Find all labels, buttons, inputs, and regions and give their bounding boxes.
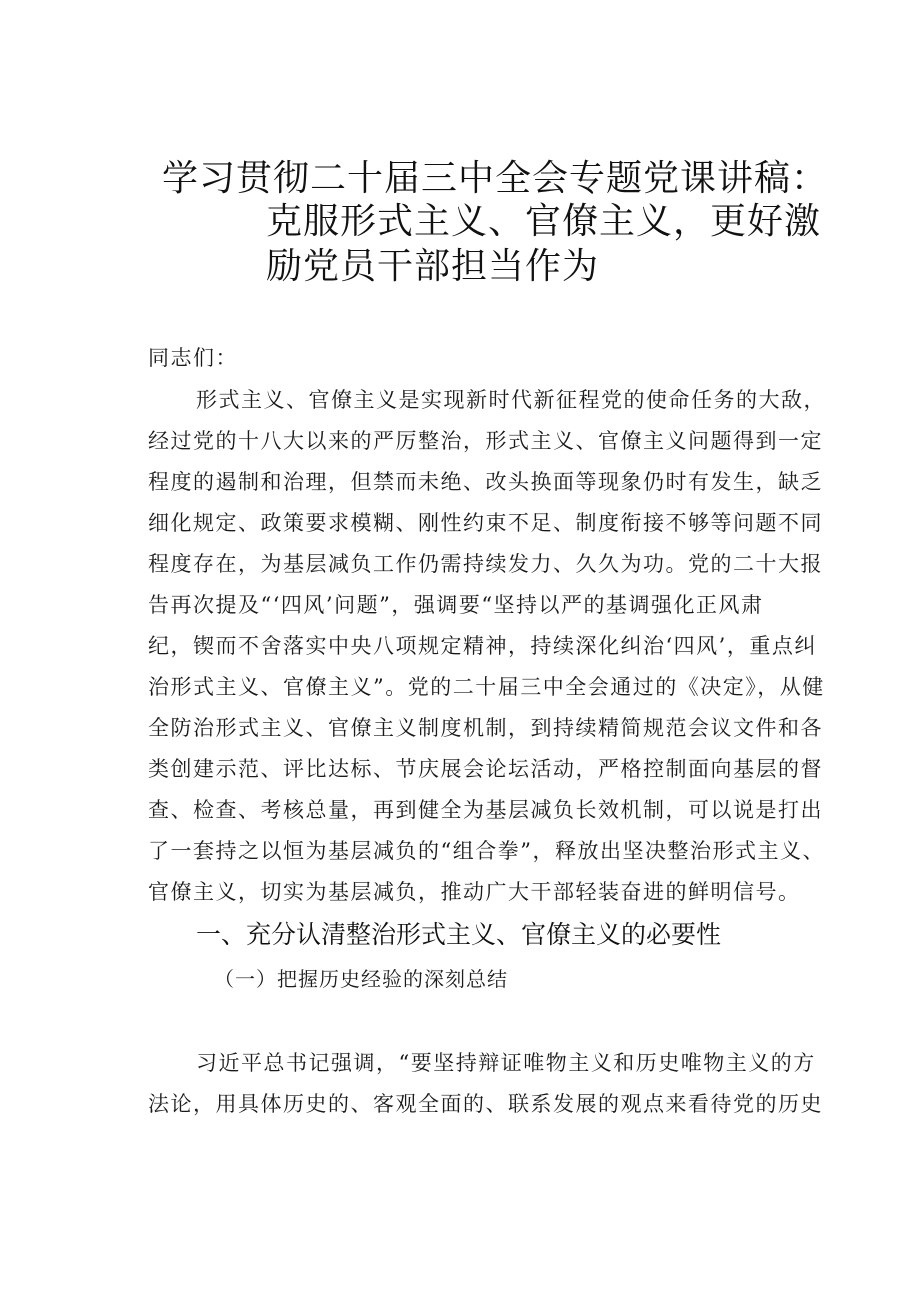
paragraph1-line: 经过党的十八大以来的严厉整治，形式主义、官僚主义问题得到一定 [148,429,823,453]
document-title-line-3: 励党员干部担当作为 [266,246,600,287]
paragraph2-line: 习近平总书记强调，“要坚持辩证唯物主义和历史唯物主义的方 [196,1051,816,1075]
paragraph1-line: 告再次提及“‘四风’问题”，强调要“坚持以严的基调强化正风肃 [148,593,764,617]
paragraph1-line: 纪，锲而不舍落实中央八项规定精神，持续深化纠治‘四风’，重点纠 [148,634,817,658]
paragraph1-line: 类创建示范、评比达标、节庆展会论坛活动，严格控制面向基层的督 [148,757,823,781]
paragraph1-line: 形式主义、官僚主义是实现新时代新征程党的使命任务的大敌， [196,388,826,412]
salutation: 同志们： [148,346,238,370]
paragraph1-line: 官僚主义，切实为基层减负，推动广大干部轻装奋进的鲜明信号。 [148,880,801,904]
document-title-line-1: 学习贯彻二十届三中全会专题党课讲稿： [162,158,829,199]
paragraph1-line: 治形式主义、官僚主义”。党的二十届三中全会通过的《决定》，从健 [148,675,825,699]
paragraph1-line: 程度存在，为基层减负工作仍需持续发力、久久为功。党的二十大报 [148,552,823,576]
section-heading: 一、充分认清整治形式主义、官僚主义的必要性 [196,920,722,949]
paragraph1-line: 程度的遏制和治理，但禁而未绝、改头换面等现象仍时有发生，缺乏 [148,470,823,494]
paragraph2-line: 法论，用具体历史的、客观全面的、联系发展的观点来看待党的历史 [148,1092,823,1116]
paragraph1-line: 细化规定、政策要求模糊、刚性约束不足、制度衔接不够等问题不同 [148,511,823,535]
section-subheading: （一）把握历史经验的深刻总结 [214,967,508,991]
paragraph1-line: 查、检查、考核总量，再到健全为基层减负长效机制，可以说是打出 [148,798,823,822]
document-title-line-2: 克服形式主义、官僚主义，更好激 [266,201,822,242]
paragraph1-line: 全防治形式主义、官僚主义制度机制，到持续精简规范会议文件和各 [148,716,823,740]
paragraph1-line: 了一套持之以恒为基层减负的“组合拳”，释放出坚决整治形式主义、 [148,839,825,863]
